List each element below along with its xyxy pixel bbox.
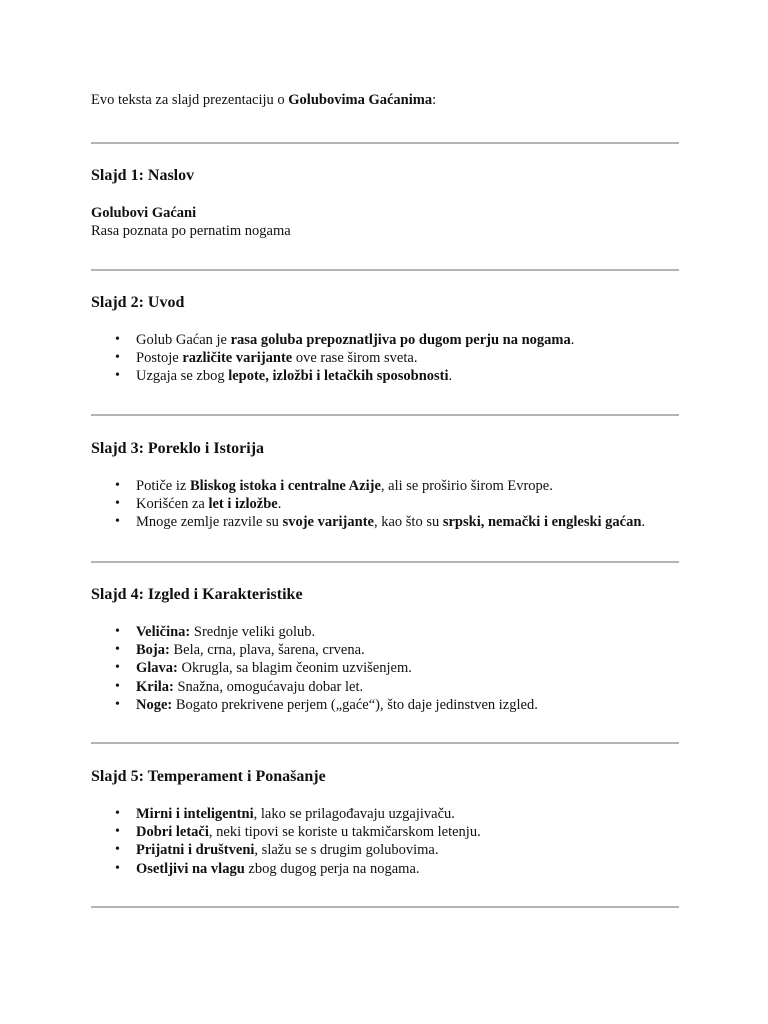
item-bold: let i izložbe (208, 496, 278, 513)
item-bold: Veličina: (136, 624, 191, 640)
item-text: zbog dugog perja na nogama. (244, 860, 420, 877)
slide1-title: Slajd 1: Naslov (91, 167, 195, 184)
divider (91, 269, 679, 271)
item-bold: svoje varijante (282, 514, 374, 531)
item-text: , slažu se s drugim golubovima. (254, 842, 439, 859)
list-item (91, 349, 574, 367)
item-bold: Osetljivi na vlagu (136, 860, 245, 877)
intro-suffix: : (432, 92, 437, 108)
item-text: , lako se prilagođavaju uzgajivaču. (253, 806, 455, 822)
list-item (91, 823, 481, 841)
divider (91, 414, 679, 416)
item-bold: različite varijante (182, 350, 293, 367)
item-bold: Boja: (136, 642, 170, 659)
item-text: , kao što su (373, 514, 443, 531)
item-text: ove rase širom sveta. (292, 350, 418, 367)
list-item (91, 659, 538, 677)
slide3-list (91, 477, 645, 532)
intro-prefix: Evo teksta za slajd prezentaciju o (91, 92, 289, 108)
divider (91, 906, 679, 908)
list-item (91, 331, 574, 349)
list-item (91, 860, 481, 878)
item-text: Srednje veliki golub. (190, 624, 316, 640)
item-bold: rasa goluba prepoznatljiva po dugom perju na nogama (230, 332, 571, 348)
item-text: Golub Gaćan je (136, 332, 231, 348)
item-bold: lepote, izložbi i letačkih sposobnosti (228, 368, 449, 385)
intro-text (91, 92, 436, 109)
item-text: Potiče iz (136, 478, 190, 494)
divider (91, 742, 679, 744)
slide1-subtitle: Rasa poznata po pernatim nogama (91, 223, 291, 239)
item-text: . (448, 368, 453, 385)
list-item (91, 841, 481, 859)
item-text: . (570, 332, 575, 348)
list-item (91, 367, 574, 385)
item-bold: Krila: (136, 678, 174, 695)
item-text: Bogato prekrivene perjem („gaće“), što daje jedinstven izgled. (172, 696, 538, 713)
list-item (91, 477, 645, 495)
item-text: Postoje (136, 350, 183, 367)
item-text: Uzgaja se zbog (136, 368, 229, 385)
item-text: Korišćen za (136, 496, 209, 513)
slide4-title: Slajd 4: Izgled i Karakteristike (91, 586, 303, 603)
list-item (91, 696, 538, 714)
item-text: . (641, 514, 646, 531)
list-item (91, 513, 645, 531)
slide1-name: Golubovi Gaćani (91, 205, 197, 221)
slide5-title: Slajd 5: Temperament i Ponašanje (91, 768, 326, 785)
item-text: . (277, 496, 282, 513)
divider (91, 561, 679, 563)
item-bold: Dobri letači (136, 824, 209, 841)
slide1-content (91, 204, 291, 240)
item-bold: Glava: (136, 660, 178, 677)
divider (91, 142, 679, 144)
item-bold: Prijatni i društveni (136, 842, 255, 859)
item-text: , neki tipovi se koriste u takmičarskom letenju. (208, 824, 481, 841)
list-item (91, 495, 645, 513)
item-bold: srpski, nemački i engleski gaćan (442, 514, 642, 531)
slide3-title: Slajd 3: Poreklo i Istorija (91, 440, 265, 457)
item-bold: Bliskog istoka i centralne Azije (189, 478, 381, 494)
item-text: Snažna, omogućavaju dobar let. (173, 678, 364, 695)
item-bold: Mirni i inteligentni (136, 806, 254, 822)
slide4-list (91, 623, 538, 714)
item-bold: Noge: (136, 696, 173, 713)
item-text: Bela, crna, plava, šarena, crvena. (169, 642, 365, 659)
item-text: Okrugla, sa blagim čeonim uzvišenjem. (177, 660, 412, 677)
intro-bold: Golubovima Gaćanima (288, 92, 433, 108)
slide2-list (91, 331, 574, 386)
slide2-title: Slajd 2: Uvod (91, 294, 185, 311)
list-item (91, 641, 538, 659)
item-text: , ali se proširio širom Evrope. (380, 478, 553, 494)
list-item (91, 805, 481, 823)
item-text: Mnoge zemlje razvile su (136, 514, 283, 531)
slide5-list (91, 805, 481, 878)
list-item (91, 678, 538, 696)
list-item (91, 623, 538, 641)
